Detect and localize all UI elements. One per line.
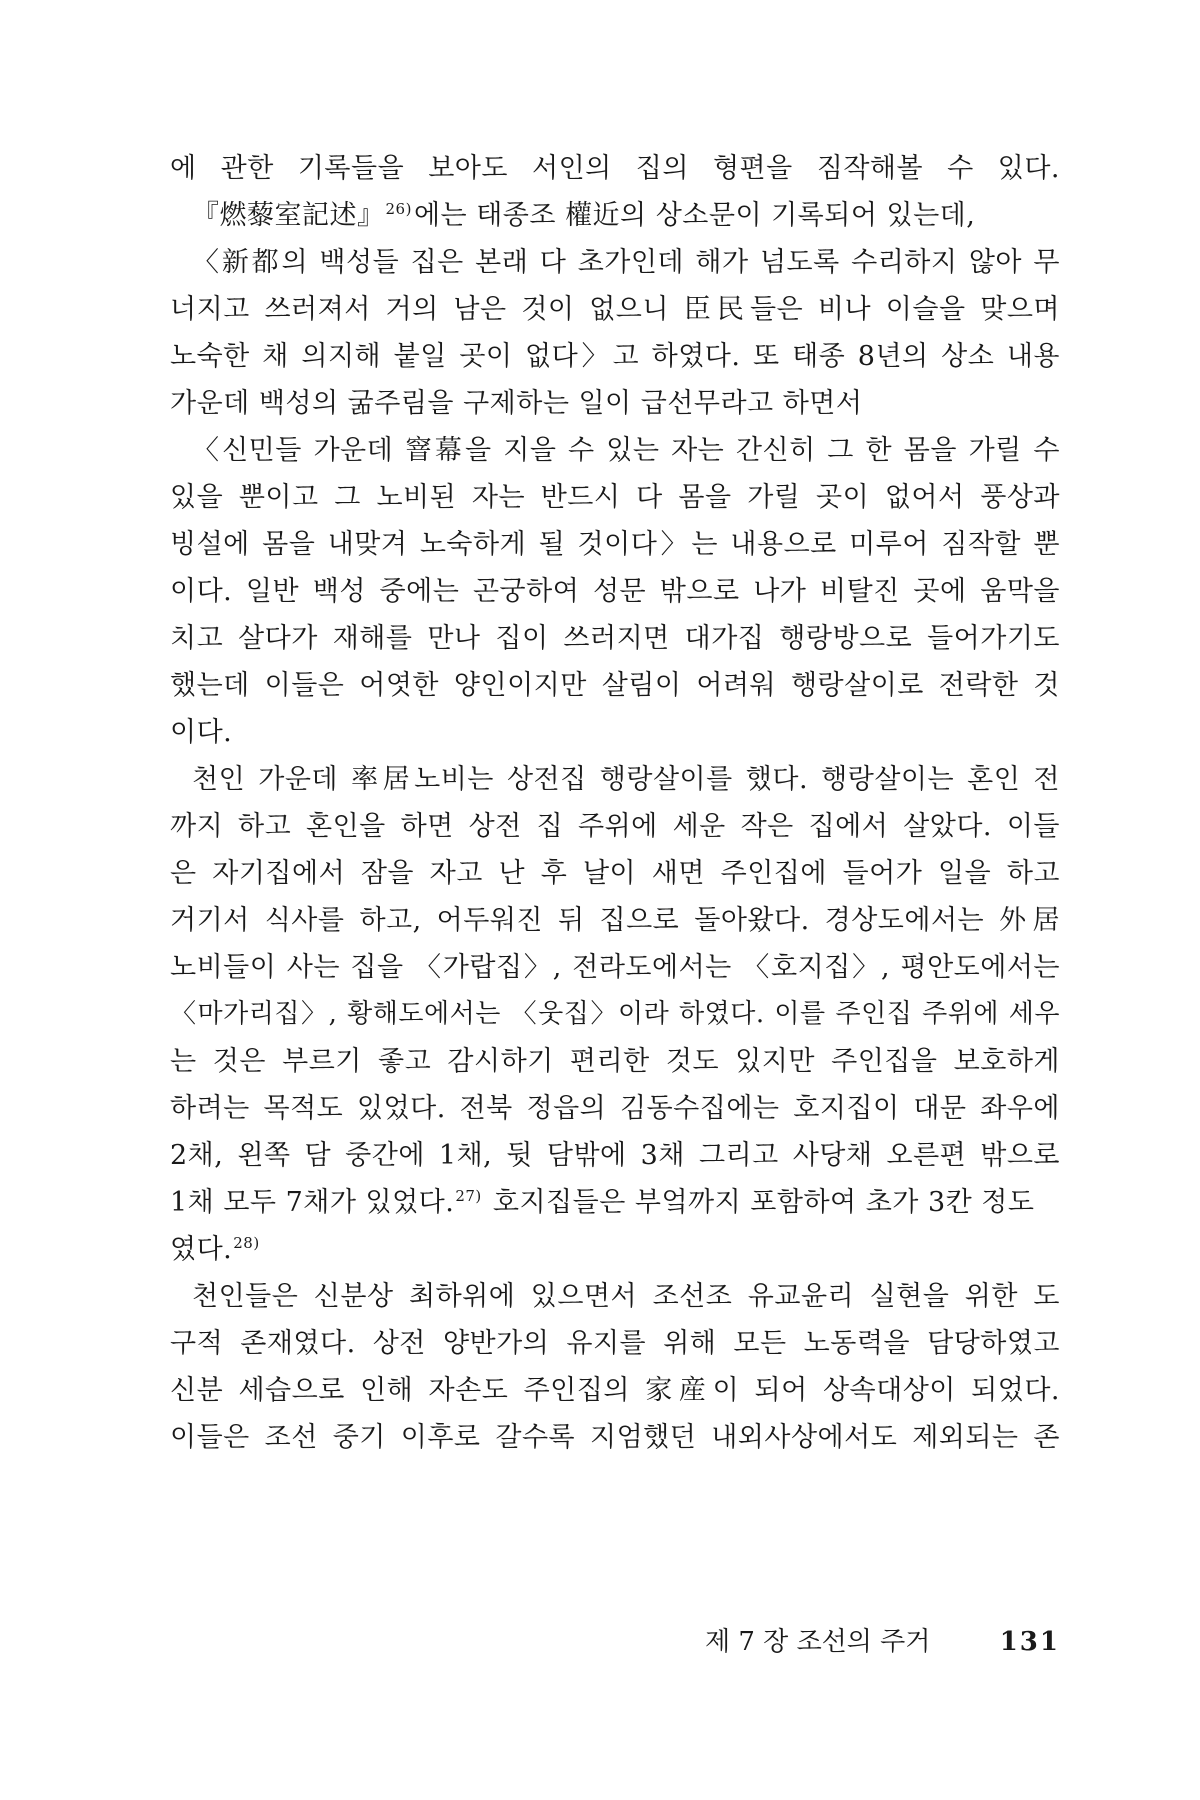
text-line-3: 〈新都의 백성들 집은 본래 다 초가인데 해가 넘도록 수리하지 않아 무 (192, 247, 1060, 278)
footnote-marker-26: 26) (385, 200, 412, 218)
text-line-10: 이다. 일반 백성 중에는 곤궁하여 성문 밖으로 나가 비탈진 곳에 움막을 (170, 576, 1060, 607)
text-line-28: 이들은 조선 중기 이후로 갈수록 지엄했던 내외사상에서도 제외되는 존 (170, 1422, 1060, 1453)
text-line-22: 2채, 왼쪽 담 중간에 1채, 뒷 담밖에 3채 그리고 사당채 오른편 밖으로 (170, 1140, 1060, 1171)
text-line-15: 까지 하고 혼인을 하면 상전 집 주위에 세운 작은 집에서 살았다. 이들 (170, 811, 1060, 842)
text-line-6: 가운데 백성의 굶주림을 구제하는 일이 급선무라고 하면서 (170, 388, 863, 419)
text-line-12: 했는데 이들은 어엿한 양인이지만 살림이 어려워 행랑살이로 전락한 것 (170, 670, 1060, 701)
text-line-11: 치고 살다가 재해를 만나 집이 쓰러지면 대가집 행랑방으로 들어가기도 (170, 623, 1060, 654)
running-footer-chapter: 제 7 장 조선의 주거 (705, 1627, 931, 1657)
body-text (170, 145, 1060, 1461)
footnote-marker-28: 28) (233, 1234, 260, 1252)
text-line-25: 천인들은 신분상 최하위에 있으면서 조선조 유교윤리 실현을 위한 도 (192, 1281, 1060, 1312)
text-line-1: 에 관한 기록들을 보아도 서인의 집의 형편을 짐작해볼 수 있다. (170, 153, 1060, 184)
text-line-5: 노숙한 채 의지해 붙일 곳이 없다〉고 하였다. 또 태종 8년의 상소 내용 (170, 341, 1060, 372)
text-line-26: 구적 존재였다. 상전 양반가의 유지를 위해 모든 노동력을 담당하였고 (170, 1328, 1060, 1359)
page-number: 131 (999, 1627, 1060, 1657)
text-line-23: 1채 모두 7채가 있었다.$^{27)}$ 호지집들은 부엌까지 포함하여 초가 3칸 정도 (170, 1187, 1035, 1218)
text-line-24: 였다.$^{28)}$ (170, 1234, 260, 1265)
text-line-14: 천인 가운데 率居노비는 상전집 행랑살이를 했다. 행랑살이는 혼인 전 (192, 764, 1060, 795)
text-line-21: 하려는 목적도 있었다. 전북 정읍의 김동수집에는 호지집이 대문 좌우에 (170, 1093, 1060, 1124)
text-line-13: 이다. (170, 717, 233, 748)
text-line-2: 『燃藜室記述』$^{26)}$에는 태종조 權近의 상소문이 기록되어 있는데, (192, 200, 976, 231)
text-line-27: 신분 세습으로 인해 자손도 주인집의 家産이 되어 상속대상이 되었다. (170, 1375, 1060, 1406)
footnote-marker-27: 27) (455, 1187, 482, 1205)
text-line-16: 은 자기집에서 잠을 자고 난 후 날이 새면 주인집에 들어가 일을 하고 (170, 858, 1060, 889)
text-line-8: 있을 뿐이고 그 노비된 자는 반드시 다 몸을 가릴 곳이 없어서 풍상과 (170, 482, 1060, 513)
text-line-20: 는 것은 부르기 좋고 감시하기 편리한 것도 있지만 주인집을 보호하게 (170, 1046, 1060, 1077)
text-line-18: 노비들이 사는 집을 〈가랍집〉, 전라도에서는 〈호지집〉, 평안도에서는 (170, 952, 1060, 983)
text-line-9: 빙설에 몸을 내맞겨 노숙하게 될 것이다〉는 내용으로 미루어 짐작할 뿐 (170, 529, 1060, 560)
text-line-17: 거기서 식사를 하고, 어두워진 뒤 집으로 돌아왔다. 경상도에서는 外居 (170, 905, 1060, 936)
text-line-4: 너지고 쓰러져서 거의 남은 것이 없으니 臣民들은 비나 이슬을 맞으며 (170, 294, 1060, 325)
text-line-7: 〈신민들 가운데 窨幕을 지을 수 있는 자는 간신히 그 한 몸을 가릴 수 (192, 435, 1060, 466)
text-line-19: 〈마가리집〉, 황해도에서는 〈웃집〉이라 하였다. 이를 주인집 주위에 세우 (170, 999, 1060, 1029)
page-footer (705, 1622, 1060, 1662)
